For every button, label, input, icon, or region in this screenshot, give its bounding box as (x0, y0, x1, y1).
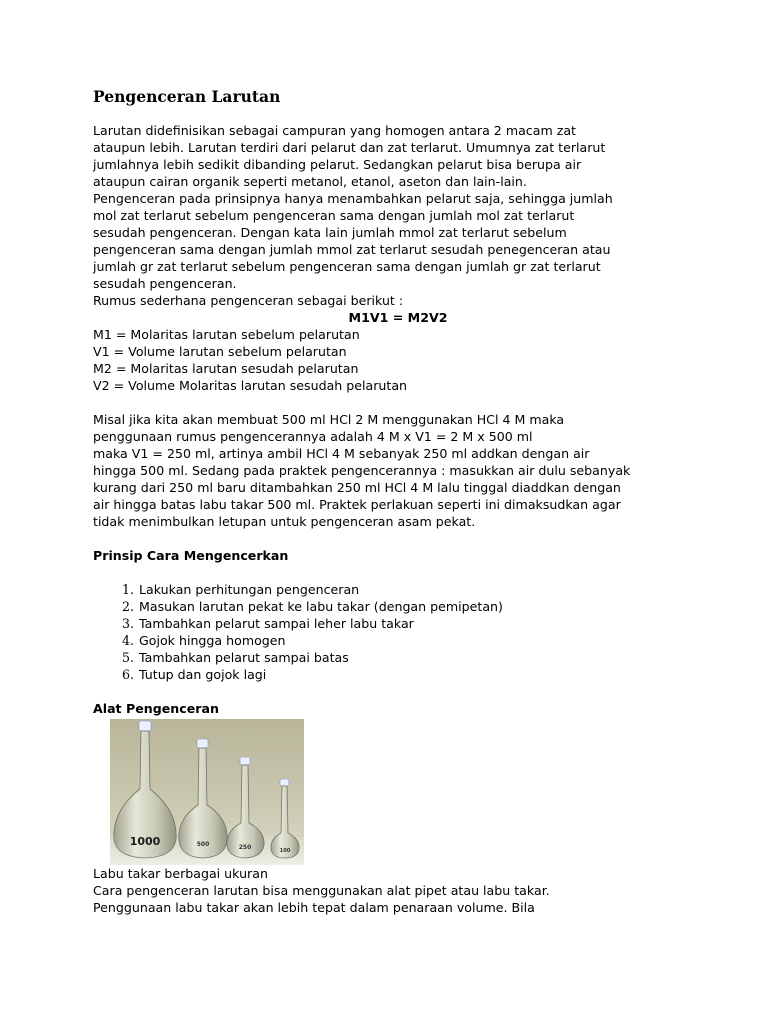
flask-label: 500 (196, 841, 210, 848)
image-caption: Labu takar berbagai ukuran (93, 866, 268, 881)
list-number: 6. (121, 667, 134, 682)
list-number: 3. (121, 616, 134, 631)
list-text: Tambahkan pelarut sampai leher labu takar (139, 616, 414, 631)
flask-1000-icon (114, 721, 176, 858)
list-text: Tutup dan gojok lagi (139, 667, 267, 682)
definition-line: M1 = Molaritas larutan sebelum pelarutan (93, 327, 360, 342)
volumetric-flasks-photo (110, 719, 304, 865)
list-number: 2. (121, 599, 134, 614)
spacer (93, 530, 703, 547)
text-line: hingga 500 ml. Sedang pada praktek pengencerannya : masukkan air dulu sebanyak (93, 463, 631, 478)
list-item (121, 632, 703, 649)
page-title: Pengenceran Larutan (93, 87, 281, 106)
closing-paragraph (93, 882, 703, 916)
text-line: Penggunaan labu takar akan lebih tepat dalam penaraan volume. Bila (93, 900, 535, 915)
definition-line: M2 = Molaritas larutan sesudah pelarutan (93, 361, 359, 376)
text-line: ataupun lebih. Larutan terdiri dari pelarut dan zat terlarut. Umumnya zat terlarut (93, 140, 606, 155)
text-line: pengenceran sama dengan jumlah mmol zat terlarut sesudah penegenceran atau (93, 242, 611, 257)
text-line: air hingga batas labu takar 500 ml. Praktek perlakuan seperti ini dimaksudkan agar (93, 497, 621, 512)
flask-250-icon (227, 757, 264, 858)
text-line: Rumus sederhana pengenceran sebagai berikut : (93, 293, 404, 308)
text-line: Cara pengenceran larutan bisa menggunakan alat pipet atau labu takar. (93, 883, 550, 898)
spacer (93, 683, 703, 700)
flask-label: 1000 (129, 835, 161, 848)
flask-500-icon (179, 739, 227, 858)
text-line: jumlah gr zat terlarut sebelum pengenceran sama dengan jumlah gr zat terlarut (93, 259, 601, 274)
list-text: Tambahkan pelarut sampai batas (139, 650, 349, 665)
text-line: ataupun cairan organik seperti metanol, etanol, aseton dan lain-lain. (93, 174, 527, 189)
flasks-illustration (110, 719, 304, 865)
text-line: penggunaan rumus pengencerannya adalah 4 M x V1 = 2 M x 500 ml (93, 429, 533, 444)
flask-label: 250 (238, 844, 252, 851)
definition-line: V1 = Volume larutan sebelum pelarutan (93, 344, 347, 359)
principles-heading: Prinsip Cara Mengencerkan (93, 548, 289, 563)
flask-label: 100 (279, 848, 291, 854)
tools-heading: Alat Pengenceran (93, 701, 219, 716)
list-number: 4. (121, 633, 134, 648)
text-line: kurang dari 250 ml baru ditambahkan 250 ml HCl 4 M lalu tinggal diaddkan dengan (93, 480, 621, 495)
example-paragraph (93, 411, 703, 530)
principles-list (93, 581, 703, 683)
list-item (121, 581, 703, 598)
text-line: tidak menimbulkan letupan untuk pengenceran asam pekat. (93, 514, 476, 529)
text-line: jumlahnya lebih sedikit dibanding pelarut. Sedangkan pelarut bisa berupa air (93, 157, 582, 172)
list-number: 1. (121, 582, 134, 597)
spacer (93, 564, 703, 581)
flask-100-icon (271, 779, 299, 858)
list-text: Gojok hingga homogen (139, 633, 286, 648)
definition-line: V2 = Volume Molaritas larutan sesudah pelarutan (93, 378, 408, 393)
list-text: Masukan larutan pekat ke labu takar (dengan pemipetan) (139, 599, 503, 614)
text-line: mol zat terlarut sebelum pengenceran sama dengan jumlah mol zat terlarut (93, 208, 575, 223)
dilution-formula: M1V1 = M2V2 (348, 310, 448, 325)
document-body (93, 122, 703, 916)
list-item (121, 598, 703, 615)
list-item (121, 666, 703, 683)
text-line: Larutan didefinisikan sebagai campuran yang homogen antara 2 macam zat (93, 123, 576, 138)
intro-paragraph (93, 122, 703, 309)
list-number: 5. (121, 650, 134, 665)
list-item (121, 615, 703, 632)
text-line: maka V1 = 250 ml, artinya ambil HCl 4 M sebanyak 250 ml addkan dengan air (93, 446, 590, 461)
definitions-list (93, 326, 703, 394)
text-line: Pengenceran pada prinsipnya hanya menambahkan pelarut saja, sehingga jumlah (93, 191, 613, 206)
list-text: Lakukan perhitungan pengenceran (139, 582, 360, 597)
spacer (93, 394, 703, 411)
text-line: sesudah pengenceran. Dengan kata lain jumlah mmol zat terlarut sebelum (93, 225, 567, 240)
text-line: sesudah pengenceran. (93, 276, 237, 291)
list-item (121, 649, 703, 666)
text-line: Misal jika kita akan membuat 500 ml HCl 2 M menggunakan HCl 4 M maka (93, 412, 565, 427)
